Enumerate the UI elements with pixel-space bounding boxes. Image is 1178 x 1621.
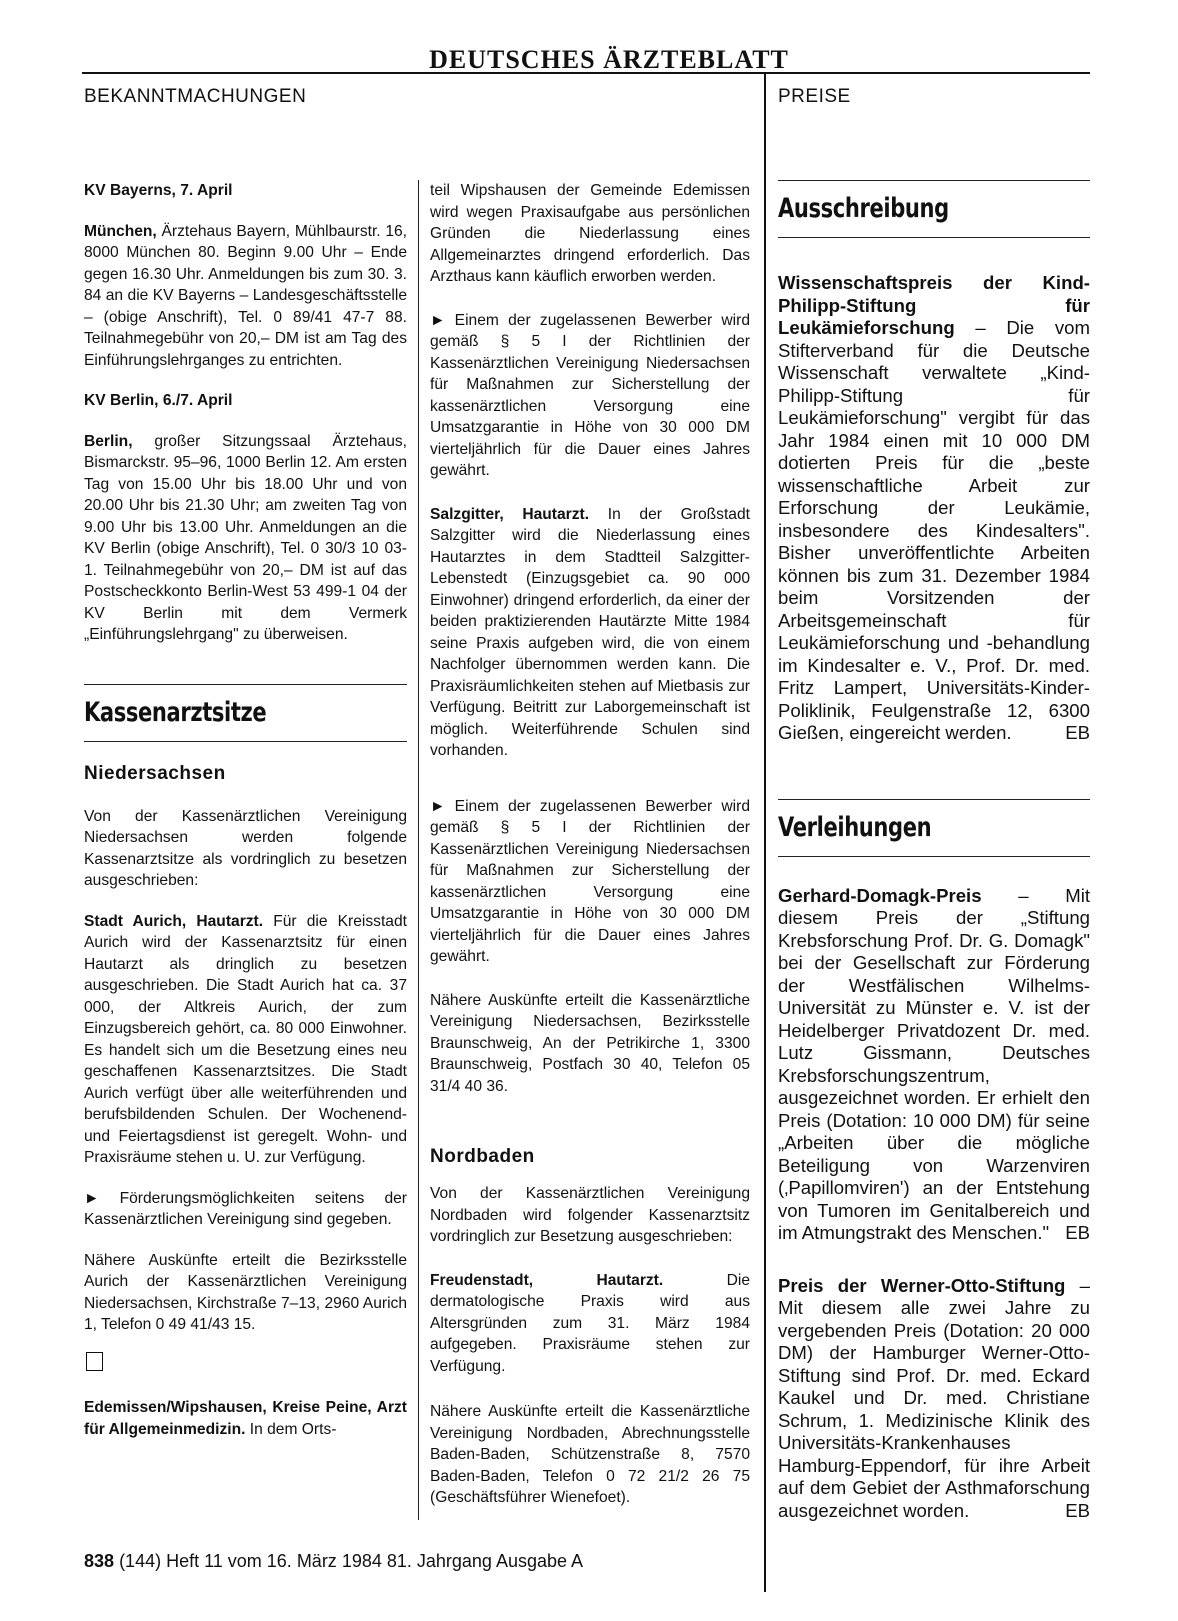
verleihungen-heading: Verleihungen xyxy=(778,811,932,843)
domagk-paragraph xyxy=(778,885,1090,1245)
aurich-lead: Stadt Aurich, Hautarzt. xyxy=(84,912,264,930)
section-label-bekanntmachungen: BEKANNTMACHUNGEN xyxy=(84,86,307,107)
otto-lead: Preis der Werner-Otto-Stiftung xyxy=(778,1274,1066,1296)
edemissen-continued: teil Wipshausen der Gemeinde Edemissen wird wegen Praxisaufgabe aus persönlichen Gründen die Niederlassung eines Allgemeinarztes dringend erforderlich. Das Arzthaus kann käuflich erworben werden. xyxy=(430,182,750,285)
freudenstadt-text: Die dermatologische Praxis wird aus Altersgründen zum 31. März 1984 aufgegeben. Praxisräume stehen zur Verfügung. xyxy=(430,1271,751,1375)
braunschweig-contact: Nähere Auskünfte erteilt die Kassenärztliche Vereinigung Niedersachsen, Bezirksstelle Braunschweig, An der Petrikirche 1, 3300 Braunschweig, Postfach 30 40, Telefon 05 31/4 40 36. xyxy=(430,991,750,1095)
salzgitter-lead: Salzgitter, Hautarzt. xyxy=(430,505,590,523)
niedersachsen-heading: Niedersachsen xyxy=(84,762,226,784)
domagk-lead: Gerhard-Domagk-Preis xyxy=(778,884,982,906)
kv-bayern-lead: München, xyxy=(84,222,157,240)
nordbaden-intro: Von der Kassenärztlichen Vereinigung Nordbaden wird folgender Kassenarztsitz vordringlich zur Besetzung ausgeschrieben: xyxy=(430,1185,750,1245)
column-divider-main xyxy=(764,72,766,1592)
umsatzgarantie-paragraph-1: ► Einem der zugelassenen Bewerber wird gemäß § 5 I der Richtlinien der Kassenärztlichen Vereinigung Niedersachsen für Maßnahmen zur Sicherstellung der kassenärztlichen Versorgung eine Umsatzgarantie in Höhe von 30 000 DM vierteljährlich für die Dauer eines Jahres gewährt. xyxy=(430,311,750,479)
issue-info: (144) Heft 11 vom 16. März 1984 81. Jahrgang Ausgabe A xyxy=(119,1551,584,1571)
umsatzgarantie-paragraph-2: ► Einem der zugelassenen Bewerber wird gemäß § 5 I der Richtlinien der Kassenärztlichen Vereinigung Niedersachsen für Maßnahmen zur Sicherstellung der kassenärztlichen Versorgung eine Umsatzgarantie in Höhe von 30 000 DM vierteljährlich für die Dauer eines Jahres gewährt. xyxy=(430,797,750,965)
edemissen-lead: Edemissen/Wipshausen, Kreise Peine, Arzt für Allgemeinmedizin. xyxy=(84,1399,407,1438)
aurich-paragraph xyxy=(84,911,407,1169)
domagk-text: – Mit diesem Preis der „Stiftung Krebsforschung Prof. Dr. G. Domagk" bei der Gesellschaft zur Förderung der Westfälischen Wilhelms-Universität zu Münster e. V. ist der Heidelberger Privatdozent Dr. med. Lutz Gissmann, Deutsches Krebsforschungszentrum, ausgezeichnet worden. Er erhielt den Preis (Dotation: 10 000 DM) für seine „Arbeiten über die mögliche Beteiligung von Warzenviren (‚Papillomviren') an der Entstehung von Tumoren im Genitalbereich und im Atmungstrakt des Menschen." xyxy=(778,884,1090,1243)
kv-bayern-title: KV Bayerns, 7. April xyxy=(84,182,233,199)
otto-paragraph xyxy=(778,1275,1090,1523)
section-rule xyxy=(778,180,1090,181)
freudenstadt-paragraph xyxy=(430,1270,750,1378)
aurich-contact: Nähere Auskünfte erteilt die Bezirksstelle Aurich der Kassenärztlichen Vereinigung Niedersachsen, Kirchstraße 7–13, 2960 Aurich 1, Telefon 0 49 41/43 15. xyxy=(84,1251,407,1333)
section-rule xyxy=(778,799,1090,800)
kind-philipp-text: – Die vom Stifterverband für die Deutsche Wissenschaft verwaltete „Kind-Philipp-Stiftung für Leukämieforschung" vergibt für das Jahr 1984 einen mit 10 000 DM dotierten Preis für die „beste wissenschaftliche Arbeit zur Erforschung der Leukämie, insbesondere des Kindesalters". Bisher unveröffentlichte Arbeiten können bis zum 31. Dezember 1984 beim Vorsitzenden der Arbeitsgemeinschaft für Leukämieforschung und -behandlung im Kindesalter e. V., Prof. Dr. med. Fritz Lampert, Universitäts-Kinder-Poliklinik, Feulgenstraße 12, 6300 Gießen, eingereicht werden. xyxy=(778,317,1090,743)
freudenstadt-lead: Freudenstadt, Hautarzt. xyxy=(430,1271,664,1289)
section-rule xyxy=(84,741,407,742)
kassenarztsitze-heading: Kassenarztsitze xyxy=(84,696,267,728)
edemissen-paragraph xyxy=(84,1397,407,1440)
column-divider xyxy=(418,180,419,1520)
foerderung-paragraph: ► Förderungsmöglichkeiten seitens der Kassenärztlichen Vereinigung sind gegeben. xyxy=(84,1189,407,1228)
masthead: DEUTSCHES ÄRZTEBLATT xyxy=(429,45,789,74)
section-rule xyxy=(84,684,407,685)
column-3 xyxy=(778,180,1090,1542)
ausschreibung-heading: Ausschreibung xyxy=(778,193,949,224)
header-rule xyxy=(82,72,1090,74)
nordbaden-contact: Nähere Auskünfte erteilt die Kassenärztliche Vereinigung Nordbaden, Abrechnungsstelle Baden-Baden, Schützenstraße 8, 7570 Baden-Baden, Telefon 0 72 21/2 26 75 (Geschäftsführer Wienefoet). xyxy=(430,1403,750,1506)
edemissen-text: In dem Orts- xyxy=(245,1420,337,1438)
kv-berlin-text: großer Sitzungssaal Ärztehaus, Bismarckstr. 95–96, 1000 Berlin 12. Am ersten Tag von 15.00 Uhr bis 18.00 Uhr und von 20.00 Uhr bis 21.30 Uhr; am zweiten Tag von 9.00 Uhr bis 13.00 Uhr. Anmeldungen an die KV Berlin (obige Anschrift), Tel. 0 30/3 10 03-1. Teilnahmegebühr von 20,– DM ist auf das Postscheckkonto Berlin-West 53 499-1 04 der KV Berlin mit dem Vermerk „Einführungslehrgang" zu überweisen. xyxy=(84,432,407,643)
kind-philipp-paragraph xyxy=(778,272,1090,745)
kind-philipp-signature: EB xyxy=(1065,722,1090,743)
kv-berlin-paragraph xyxy=(84,431,407,646)
kv-bayern-paragraph xyxy=(84,221,407,372)
kv-berlin-lead: Berlin, xyxy=(84,432,133,450)
otto-text: – Mit diesem alle zwei Jahre zu vergebenden Preis (Dotation: 20 000 DM) der Hamburger Werner-Otto-Stiftung sind Prof. Dr. med. Eckard Kaukel und Dr. med. Christiane Schrum, 1. Medizinische Klinik des Universitäts-Krankenhauses Hamburg-Eppendorf, für ihre Arbeit auf dem Gebiet der Asthmaforschung ausgezeichnet worden. xyxy=(778,1274,1090,1521)
section-rule xyxy=(778,856,1090,857)
niedersachsen-intro: Von der Kassenärztlichen Vereinigung Niedersachsen werden folgende Kassenarztsitze als vordringlich zu besetzen ausgeschrieben: xyxy=(84,807,407,889)
kv-berlin-title: KV Berlin, 6./7. April xyxy=(84,392,233,409)
salzgitter-paragraph xyxy=(430,504,750,762)
column-2 xyxy=(430,180,750,1528)
kv-bayern-text: Ärztehaus Bayern, Mühlbaurstr. 16, 8000 München 80. Beginn 9.00 Uhr – Ende gegen 16.30 Uhr. Anmeldungen bis zum 30. 3. 84 an die KV Bayerns – Landesgeschäftsstelle – (obige Anschrift), Tel. 0 89/41 47-7 88. Teilnahmegebühr von 20,– DM ist am Tag des Einführungslehrganges zu entrichten. xyxy=(84,222,407,369)
column-1 xyxy=(84,180,407,1459)
kind-philipp-lead: Wissenschaftspreis der Kind-Philipp-Stiftung für Leukämieforschung xyxy=(778,272,1090,338)
page-number: 838 xyxy=(84,1551,115,1571)
checkbox-icon xyxy=(86,1352,103,1371)
aurich-text: Für die Kreisstadt Aurich wird der Kassenarztsitz für einen Hautarzt als dringlich zu besetzen ausgeschrieben. Die Stadt Aurich hat ca. 37 000, der Altkreis Aurich, der zum Einzugsbereich gehört, ca. 80 000 Einwohner. Es handelt sich um die Besetzung eines neu geschaffenen Kassenarztsitzes. Die Stadt Aurich verfügt über alle weiterführenden und berufsbildenden Schulen. Der Wochenend- und Feiertagsdienst ist geregelt. Wohn- und Praxisräume stehen u. U. zur Verfügung. xyxy=(84,912,407,1166)
otto-signature: EB xyxy=(1065,1499,1090,1521)
footer xyxy=(84,1550,583,1572)
section-label-preise: PREISE xyxy=(778,86,851,107)
salzgitter-text: In der Großstadt Salzgitter wird die Niederlassung eines Hautarztes in dem Stadtteil Salzgitter-Lebenstedt (Einzugsgebiet ca. 90 000 Einwohner) dringend erforderlich, da einer der beiden praktizierenden Hautärzte Mitte 1984 seine Praxis aufgeben wird, die von einem Nachfolger übernommen werden kann. Die Praxisräumlichkeiten stehen auf Mietbasis zur Verfügung. Beitritt zur Laborgemeinschaft ist möglich. Weiterführende Schulen sind vorhanden. xyxy=(430,505,750,759)
domagk-signature: EB xyxy=(1065,1222,1090,1243)
nordbaden-heading: Nordbaden xyxy=(430,1146,535,1167)
section-rule xyxy=(778,237,1090,238)
